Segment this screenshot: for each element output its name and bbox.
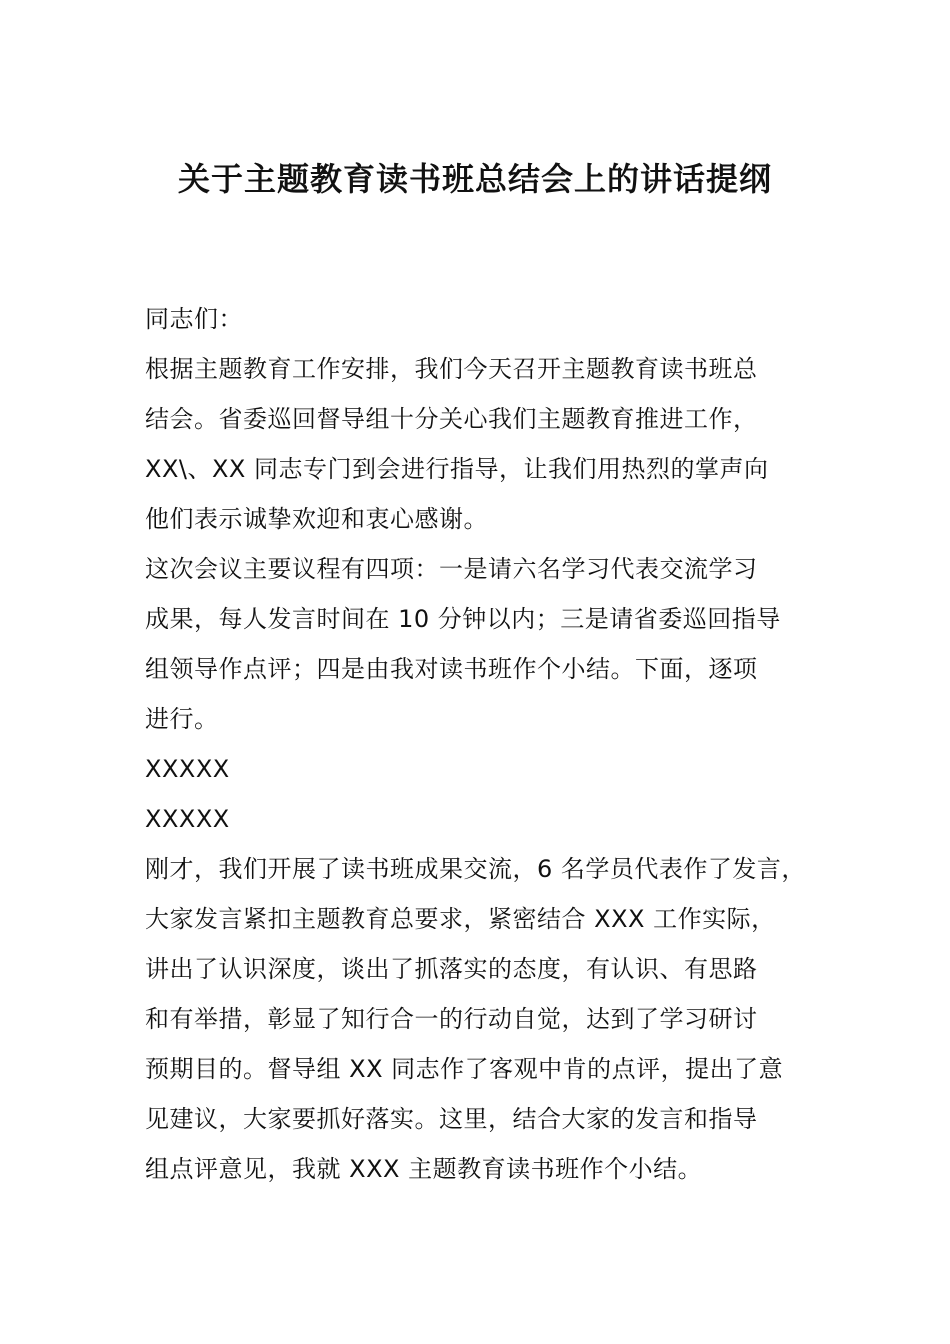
body-line: 这次会议主要议程有四项：一是请六名学习代表交流学习 bbox=[145, 555, 758, 583]
body-line: 他们表示诚挚欢迎和衷心感谢。 bbox=[145, 505, 488, 533]
body-line: 组领导作点评；四是由我对读书班作个小结。下面，逐项 bbox=[145, 655, 758, 683]
document-title: 关于主题教育读书班总结会上的讲话提纲 bbox=[177, 160, 772, 198]
body-line: 组点评意见，我就 XXX 主题教育读书班作个小结。 bbox=[145, 1155, 703, 1183]
body-line: 同志们： bbox=[145, 305, 243, 333]
body-line: 预期目的。督导组 XX 同志作了客观中肯的点评，提出了意 bbox=[145, 1055, 784, 1083]
body-line: 刚才，我们开展了读书班成果交流，6 名学员代表作了发言， bbox=[145, 855, 806, 883]
body-line: 讲出了认识深度，谈出了抓落实的态度，有认识、有思路 bbox=[145, 955, 758, 983]
body-line: XXXXX bbox=[145, 755, 230, 783]
body-line: XX\、XX 同志专门到会进行指导，让我们用热烈的掌声向 bbox=[145, 455, 769, 483]
body-line: 见建议，大家要抓好落实。这里，结合大家的发言和指导 bbox=[145, 1105, 758, 1133]
body-line: 根据主题教育工作安排，我们今天召开主题教育读书班总 bbox=[145, 355, 758, 383]
body-line: XXXXX bbox=[145, 805, 230, 833]
body-line: 成果，每人发言时间在 10 分钟以内；三是请省委巡回指导 bbox=[145, 605, 781, 633]
body-line: 大家发言紧扣主题教育总要求，紧密结合 XXX 工作实际， bbox=[145, 905, 776, 933]
document-body bbox=[145, 294, 835, 1194]
body-line: 和有举措，彰显了知行合一的行动自觉，达到了学习研讨 bbox=[145, 1005, 758, 1033]
body-line: 进行。 bbox=[145, 705, 219, 733]
body-line: 结会。省委巡回督导组十分关心我们主题教育推进工作， bbox=[145, 405, 758, 433]
